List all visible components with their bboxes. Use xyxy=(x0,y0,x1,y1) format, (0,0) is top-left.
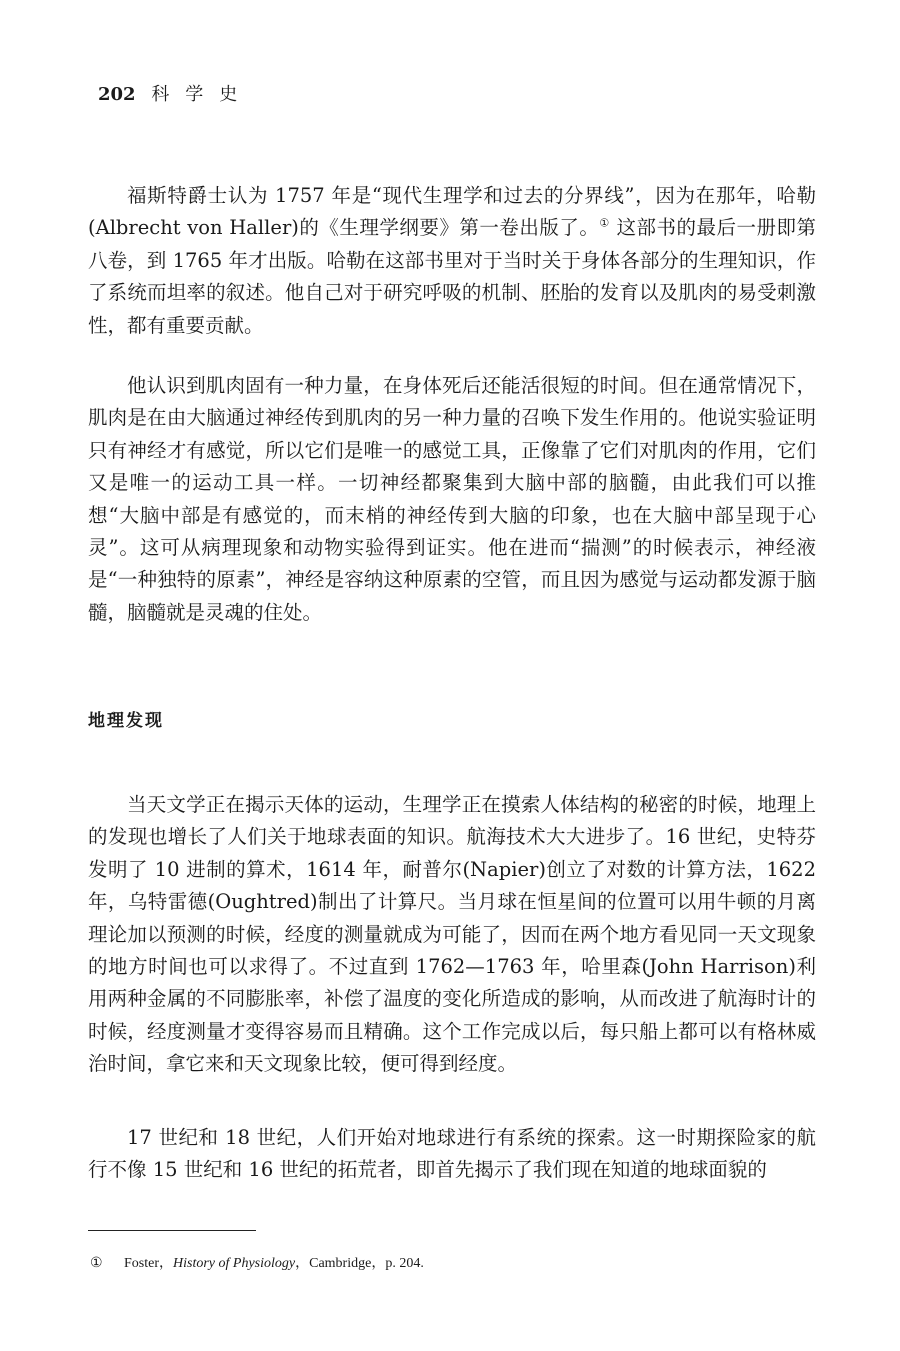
footnote xyxy=(90,1252,424,1272)
footnote-details: ，Cambridge，p. 204. xyxy=(295,1256,424,1271)
paragraph-muscle-nerves xyxy=(88,370,816,629)
book-title: 科学史 xyxy=(151,84,254,105)
footnote-title: History of Physiology xyxy=(173,1256,296,1271)
paragraph-navigation xyxy=(88,789,816,1081)
section-heading: 地理发现 xyxy=(88,711,164,731)
footnote-author: Foster， xyxy=(124,1256,173,1271)
paragraph-text: 当天文学正在揭示天体的运动，生理学正在摸索人体结构的秘密的时候，地理上的发现也增长了人们关于地球表面的知识。航海技术大大进步了。16 世纪，史特芬发明了 10 进制的算术，1614 年，耐普尔(Napier)创立了对数的计算方法，1622 年，乌特雷德(Oughtred)制出了计算尺。当月球在恒星间的位置可以用牛顿的月离理论加以预测的时候，经度的测量就成为可能了，因而在两个地方看见同一天文现象的地方时间也可以求得了。不过直到 1762—1763 年，哈里森(John Harrison)利用两种金属的不同膨胀率，补偿了温度的变化所造成的影响，从而改进了航海时计的时候，经度测量才变得容易而且精确。这个工作完成以后，每只船上都可以有格林威治时间，拿它来和天文现象比较，便可得到经度。 xyxy=(88,793,816,1076)
paragraph-haller-intro xyxy=(88,180,816,342)
paragraph-text: 福斯特爵士认为 1757 年是“现代生理学和过去的分界线”，因为在那年，哈勒(Albrecht von Haller)的《生理学纲要》第一卷出版了。 xyxy=(88,184,816,240)
paragraph-text: 17 世纪和 18 世纪，人们开始对地球进行有系统的探索。这一时期探险家的航行不像 15 世纪和 16 世纪的拓荒者，即首先揭示了我们现在知道的地球面貌的 xyxy=(88,1126,816,1182)
running-head xyxy=(98,80,253,106)
paragraph-exploration xyxy=(88,1122,816,1187)
page-number: 202 xyxy=(98,84,136,105)
paragraph-text: 他认识到肌肉固有一种力量，在身体死后还能活很短的时间。但在通常情况下，肌肉是在由大脑通过神经传到肌肉的另一种力量的召唤下发生作用的。他说实验证明只有神经才有感觉，所以它们是唯一的感觉工具，正像靠了它们对肌肉的作用，它们又是唯一的运动工具一样。一切神经都聚集到大脑中部的脑髓，由此我们可以推想“大脑中部是有感觉的，而末梢的神经传到大脑的印象，也在大脑中部呈现于心灵”。这可从病理现象和动物实验得到证实。他在进而“揣测”的时候表示，神经液是“一种独特的原素”，神经是容纳这种原素的空管，而且因为感觉与运动都发源于脑髓，脑髓就是灵魂的住处。 xyxy=(88,374,816,624)
footnote-reference: ① xyxy=(599,216,610,230)
footnote-marker: ① xyxy=(90,1256,103,1271)
paragraph-text-continued: 这部书的最后一册即第八卷，到 1765 年才出版。哈勒在这部书里对于当时关于身体各部分的生理知识，作了系统而坦率的叙述。他自己对于研究呼吸的机制、胚胎的发育以及肌肉的易受刺激性，都有重要贡献。 xyxy=(88,216,816,337)
footnote-divider xyxy=(88,1230,256,1231)
